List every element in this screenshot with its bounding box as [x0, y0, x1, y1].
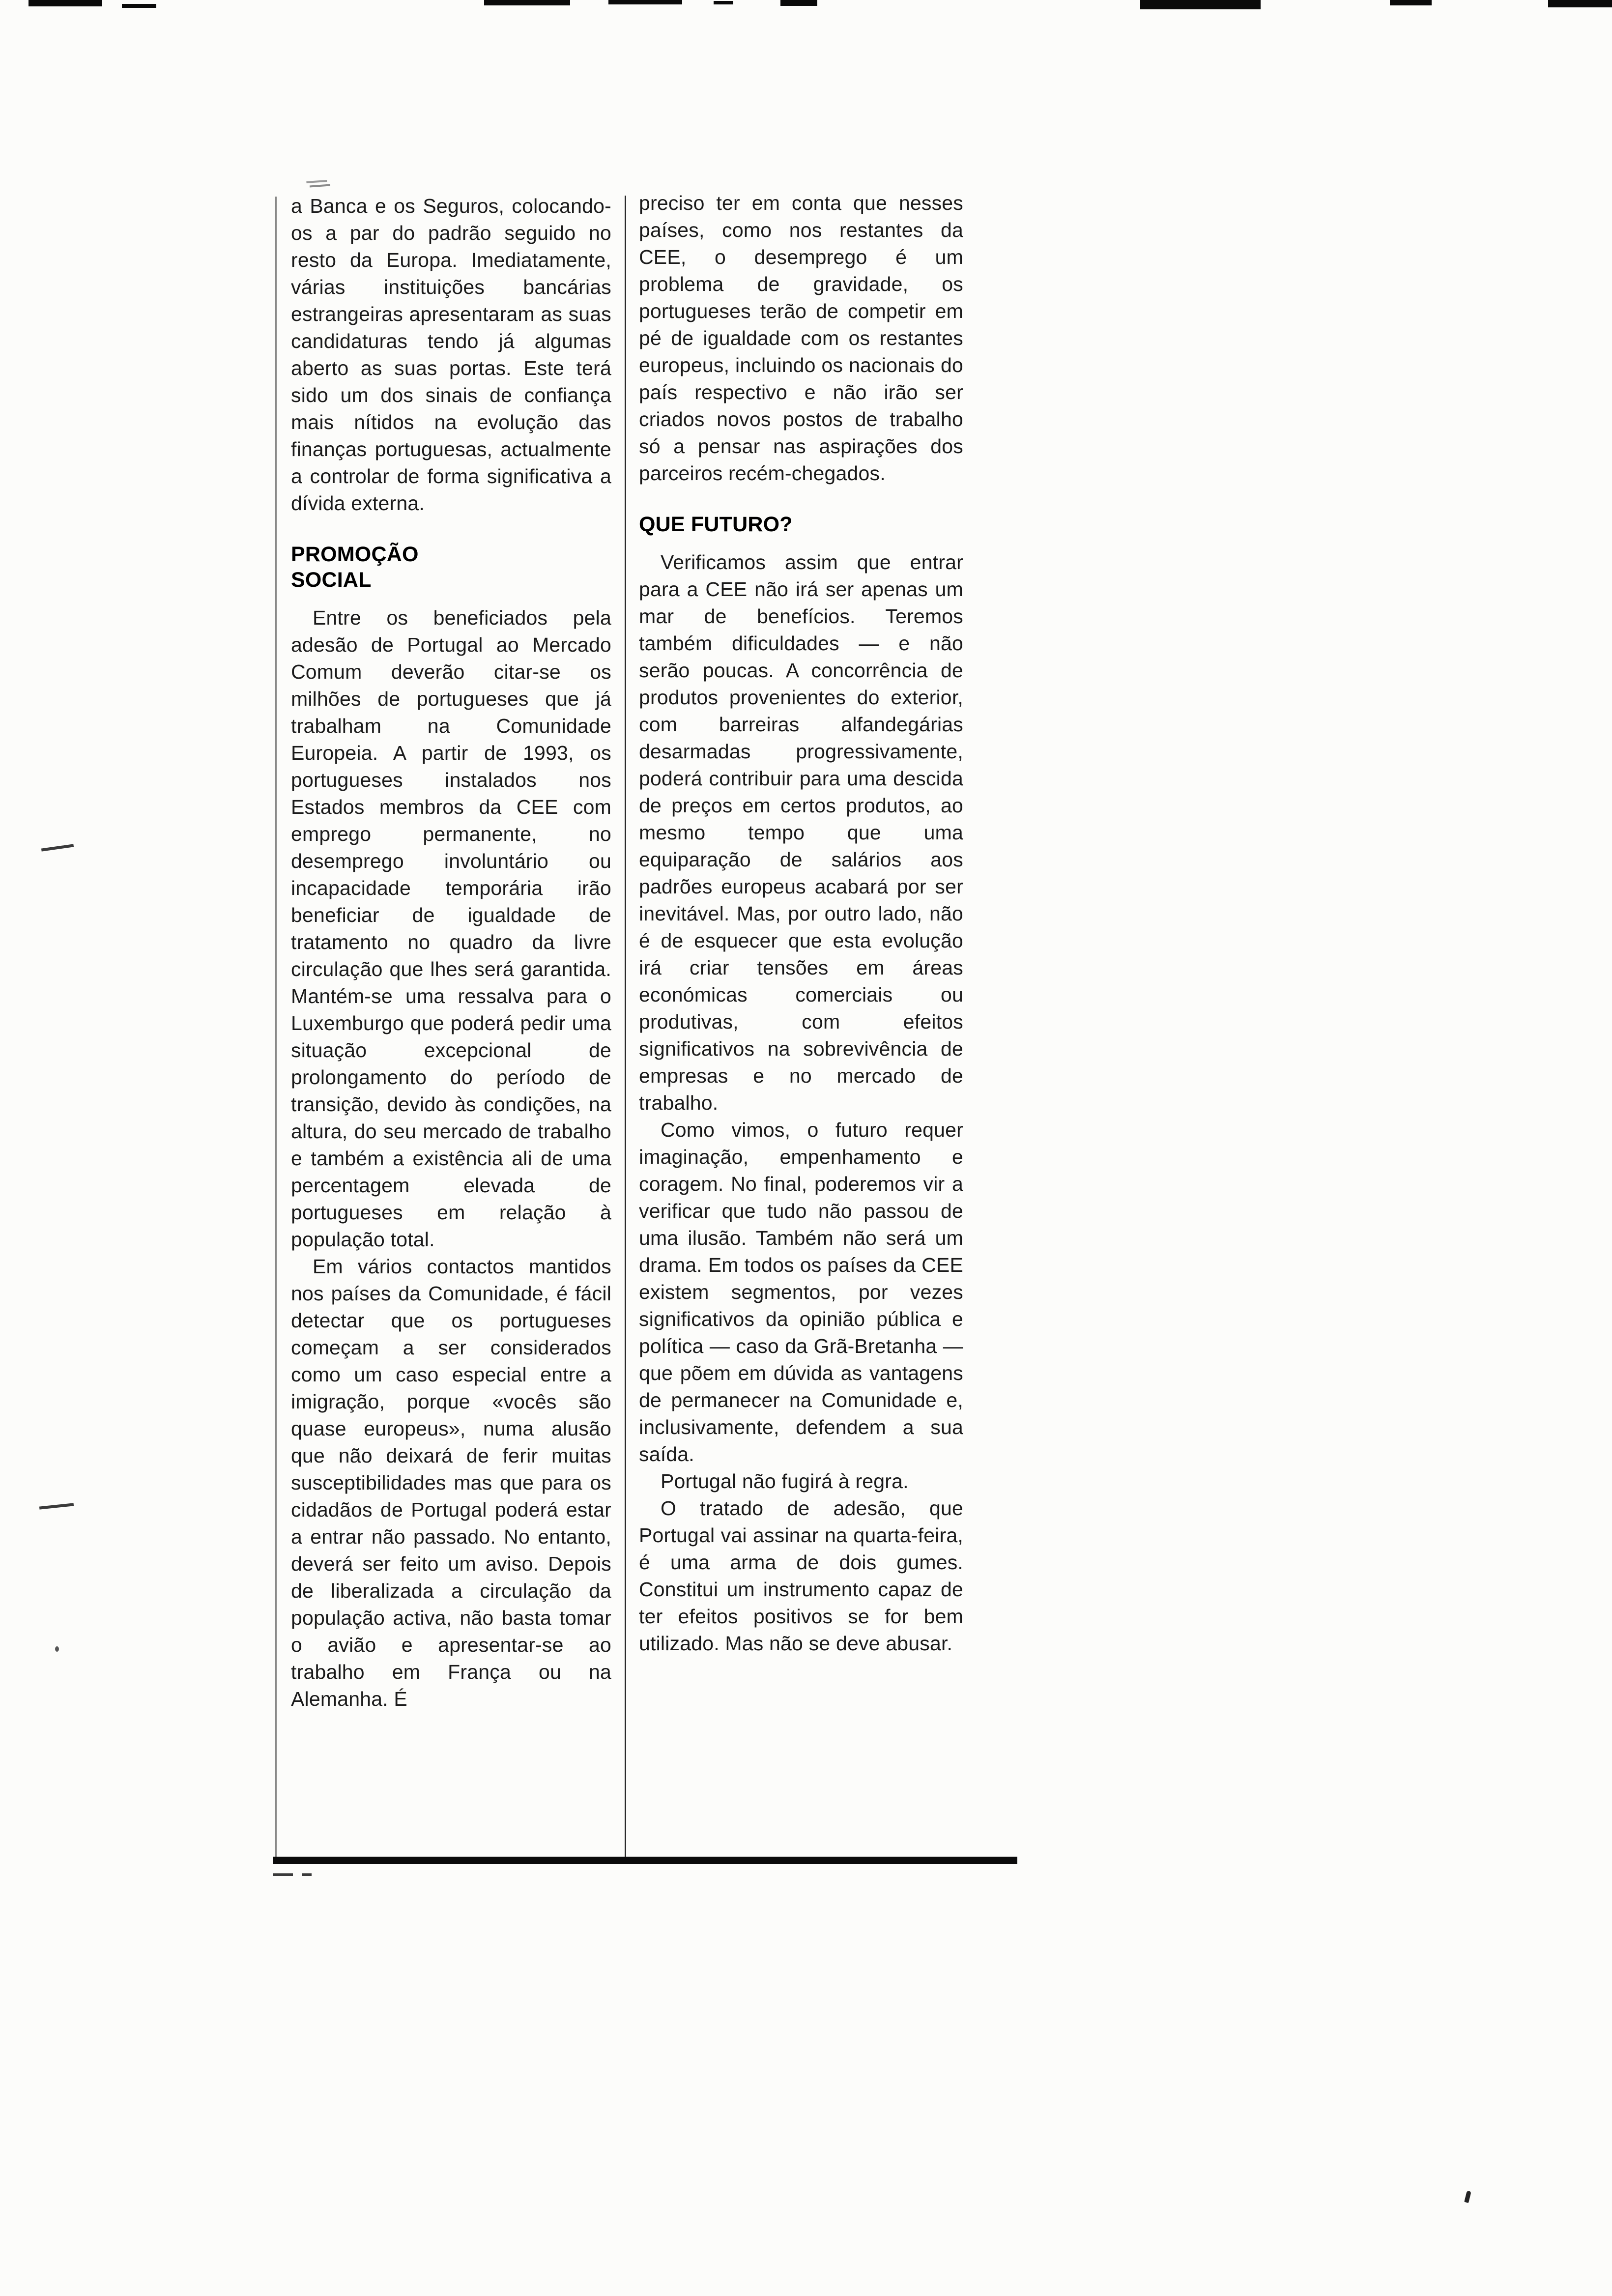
- paragraph-continuation: a Banca e os Seguros, colocando-os a par do padrão seguido no resto da Europa. Imediatamente, várias instituições bancárias estrangeiras apresentaram as suas candidaturas tendo já algumas aberto as suas portas. Este terá sido um dos sinais de confiança mais nítidos na evolução das finanças portuguesas, actualmente a controlar de forma significativa a dívida externa.: [291, 195, 611, 515]
- scan-mark-apostrophe: [1464, 2190, 1471, 2203]
- scan-artifact-top-9: [1548, 0, 1612, 7]
- section-heading-promocao-social: [291, 542, 611, 593]
- scan-artifact-top-7: [1140, 0, 1261, 9]
- scan-artifact-top-3: [484, 0, 570, 5]
- article-column-left: [291, 193, 611, 1713]
- scan-mark-dash-1: [41, 844, 74, 851]
- scan-mark-dot: [55, 1646, 59, 1652]
- paragraph-continuation: preciso ter em conta que nesses países, como nos restantes da CEE, o desemprego é um problema de gravidade, os portugueses terão de competir em pé de igualdade com os restantes europeus, incluindo os nacionais do país respectivo e não irão ser criados novos postos de trabalho só a pensar nas aspirações dos parceiros recém-chegados.: [639, 192, 963, 485]
- paragraph: Verificamos assim que entrar para a CEE não irá ser apenas um mar de benefícios. Teremos também dificuldades — e não serão poucas. A concorrência de produtos provenientes do exterior, com barreiras alfandegárias desarmadas progressivamente, poderá contribuir para uma descida de preços em certos produtos, ao mesmo tempo que uma equiparação de salários aos padrões europeus acabará por ser inevitável. Mas, por outro lado, não é de esquecer que esta evolução irá criar tensões em áreas económicas comerciais ou produtivas, com efeitos significativos na sobrevivência de empresas e no mercado de trabalho.: [639, 551, 963, 1114]
- column-divider-rule: [625, 196, 626, 1861]
- scan-mark-squiggle: [310, 184, 330, 188]
- scan-artifact-top-5: [714, 1, 733, 4]
- paragraph: Em vários contactos mantidos nos países da Comunidade, é fácil detectar que os portugueses começam a ser considerados como um caso especial entre a imigração, porque «vocês são quase europeus», numa alusão que não deixará de ferir muitas susceptibilidades mas que para os cidadãos de Portugal poderá estar a entrar não passado. No entanto, deverá ser feito um aviso. Depois de liberalizada a circulação da população activa, não basta tomar o avião e apresentar-se ao trabalho em França ou na Alemanha. É: [291, 1255, 611, 1710]
- scan-artifact-top-2: [122, 4, 156, 8]
- scan-mark-bottom-dash-2: [302, 1873, 312, 1876]
- heading-line: PROMOÇÃO: [291, 543, 419, 566]
- clipping-bottom-rule: [273, 1857, 1017, 1864]
- article-column-right: [639, 190, 963, 1657]
- scan-artifact-top-8: [1390, 0, 1432, 5]
- section-heading-que-futuro: [639, 512, 963, 537]
- paragraph: Como vimos, o futuro requer imaginação, empenhamento e coragem. No final, poderemos vir a verificar que tudo não passou de uma ilusão. Também não será um drama. Em todos os países da CEE existem segmentos, por vezes significativos da opinião pública e política — caso da Grã-Bretanha — que põem em dúvida as vantagens de permanecer na Comunidade e, inclusivamente, defendem a sua saída.: [639, 1119, 963, 1465]
- paragraph: O tratado de adesão, que Portugal vai assinar na quarta-feira, é uma arma de dois gumes. Constitui um instrumento capaz de ter efeitos positivos se for bem utilizado. Mas não se deve abusar.: [639, 1497, 963, 1655]
- paragraph: Portugal não fugirá à regra.: [661, 1470, 909, 1492]
- paragraph: Entre os beneficiados pela adesão de Portugal ao Mercado Comum deverão citar-se os milhões de portugueses que já trabalham na Comunidade Europeia. A partir de 1993, os portugueses instalados nos Estados membros da CEE com emprego permanente, no desemprego involuntário ou incapacidade temporária irão beneficiar de igualdade de tratamento no quadro da livre circulação que lhes será garantida. Mantém-se uma ressalva para o Luxemburgo que poderá pedir uma situação excepcional de prolongamento do período de transição, devido às condições, na altura, do seu mercado de trabalho e também a existência ali de uma percentagem elevada de portugueses em relação à população total.: [291, 606, 611, 1251]
- scan-artifact-top-1: [29, 0, 102, 6]
- scan-mark-bottom-dash-1: [273, 1873, 293, 1876]
- clipping-left-rule: [275, 197, 277, 1860]
- scan-mark-dash-2: [39, 1503, 74, 1509]
- scan-artifact-top-6: [780, 0, 817, 6]
- scan-artifact-top-4: [608, 0, 682, 4]
- heading-line: SOCIAL: [291, 568, 372, 592]
- heading-line: QUE FUTURO?: [639, 513, 793, 536]
